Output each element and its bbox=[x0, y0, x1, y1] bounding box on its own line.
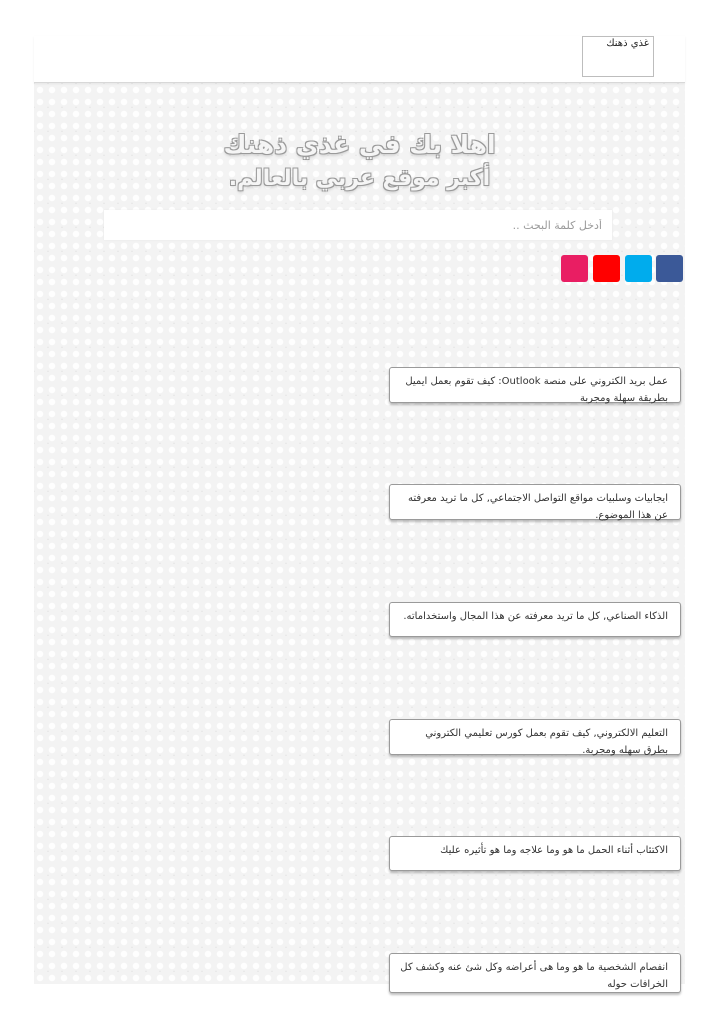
article-card[interactable] bbox=[389, 953, 681, 993]
site-header bbox=[34, 36, 685, 83]
instagram-icon[interactable] bbox=[561, 255, 588, 282]
site-logo[interactable] bbox=[582, 36, 654, 77]
article-title[interactable]: انفصام الشخصية ما هو وما هى أعراضه وكل شئ عنه وكشف كل الخرافات حوله bbox=[400, 962, 668, 990]
logo-text: غذي ذهنك bbox=[606, 38, 649, 49]
article-title[interactable]: الاكتئاب أثناء الحمل ما هو وما علاجه وما هو تأثيره عليك bbox=[440, 845, 668, 856]
article-card[interactable] bbox=[389, 719, 681, 755]
article-title[interactable]: الذكاء الصناعي, كل ما تريد معرفته عن هذا المجال واستخداماته. bbox=[403, 611, 668, 622]
page-frame bbox=[34, 36, 685, 990]
article-card[interactable] bbox=[389, 484, 681, 520]
article-title[interactable]: التعليم الالكتروني, كيف تقوم بعمل كورس تعليمي الكتروني بطرق سهله ومجربة. bbox=[425, 728, 668, 756]
youtube-icon[interactable] bbox=[593, 255, 620, 282]
facebook-icon[interactable] bbox=[656, 255, 683, 282]
article-card[interactable] bbox=[389, 602, 681, 637]
article-card[interactable] bbox=[389, 367, 681, 403]
hero-subtitle: أكبر موقع عربي بالعالم. bbox=[228, 166, 491, 191]
hero-title: اهلا بك في غذي ذهنك bbox=[223, 130, 496, 159]
search-input[interactable] bbox=[104, 210, 612, 240]
article-title[interactable]: ايجابيات وسلبيات مواقع التواصل الاجتماعي, كل ما تريد معرفته عن هذا الموضوع. bbox=[408, 493, 668, 521]
article-card[interactable] bbox=[389, 836, 681, 871]
article-title[interactable]: عمل بريد الكتروني على منصة Outlook: كيف تقوم بعمل ايميل بطريقة سهلة ومجربة bbox=[405, 376, 668, 404]
twitter-icon[interactable] bbox=[625, 255, 652, 282]
